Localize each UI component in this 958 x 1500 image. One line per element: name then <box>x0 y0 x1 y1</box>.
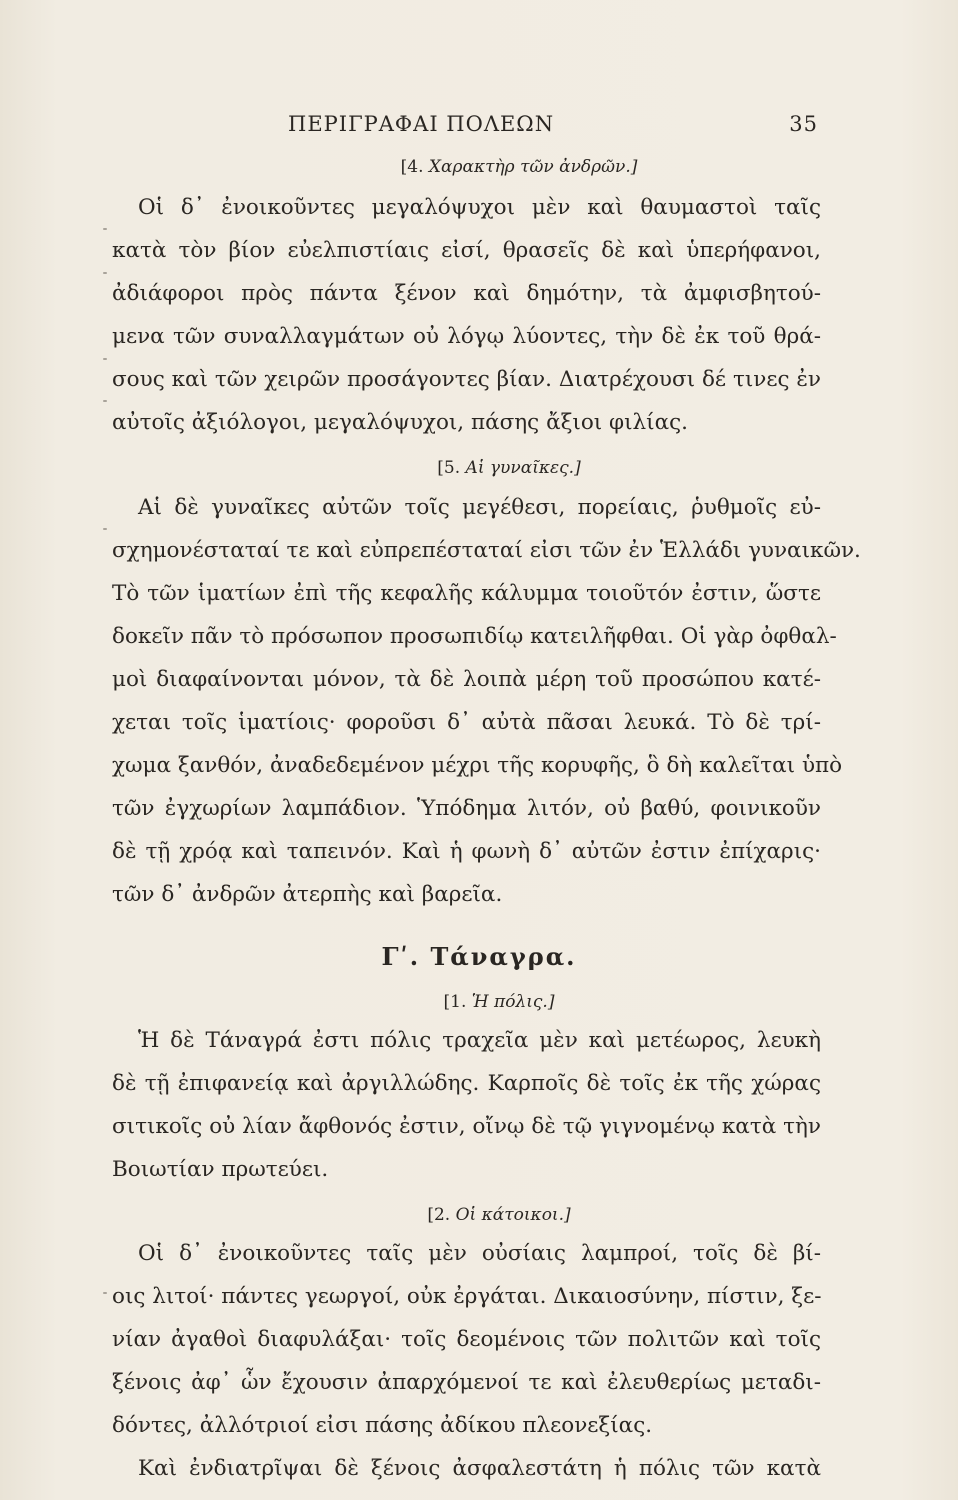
section-title: Γʹ. Τάναγρα. <box>381 942 577 971</box>
gutter-speck <box>103 358 107 360</box>
text-line: σιτικοῖς οὐ λίαν ἄφθονός ἐστιν, οἴνῳ δὲ τῷ γιγνομένῳ κατὰ τὴν <box>112 1114 821 1139</box>
page-number: 35 <box>789 112 818 136</box>
text-line: Αἱ δὲ γυναῖκες αὐτῶν τοῖς μεγέθεσι, πορείαις, ῥυθμοῖς εὐ- <box>138 495 821 520</box>
text-line: Οἱ δ᾽ ἐνοικοῦντες ταῖς μὲν οὐσίαις λαμπροί, τοῖς δὲ βί- <box>138 1241 821 1266</box>
text-line: κατὰ τὸν βίον εὐελπιστίαις εἰσί, θρασεῖς δὲ καὶ ὑπερήφανοι, <box>112 238 821 263</box>
text-line: δὲ τῇ ἐπιφανείᾳ καὶ ἀργιλλώδης. Καρποῖς δὲ τοῖς ἐκ τῆς χώρας <box>112 1071 821 1096</box>
text-line: οις λιτοί· πάντες γεωργοί, οὐκ ἐργάται. Δικαιοσύνην, πίστιν, ξε- <box>112 1284 822 1309</box>
subhead-text: Ἡ πόλις.] <box>471 992 555 1012</box>
gutter-speck <box>103 528 107 530</box>
gutter-speck <box>103 400 107 402</box>
text-line: μοὶ διαφαίνονται μόνον, τὰ δὲ λοιπὰ μέρη τοῦ προσώπου κατέ- <box>112 667 821 692</box>
text-line: χωμα ξανθόν, ἀναδεδεμένον μέχρι τῆς κορυφῆς, ὃ δὴ καλεῖται ὑπὸ <box>112 753 843 778</box>
gutter-speck <box>103 228 107 230</box>
text-line: μενα τῶν συναλλαγμάτων οὐ λόγῳ λύοντες, τὴν δὲ ἐκ τοῦ θρά- <box>112 324 821 349</box>
running-title: ΠΕΡΙΓΡΑΦΑΙ ΠΟΛΕΩΝ <box>288 112 555 136</box>
text-line: σχημονέσταταί τε καὶ εὐπρεπέσταταί εἰσι τῶν ἐν Ἑλλάδι γυναικῶν. <box>112 538 861 563</box>
subhead-text: Αἱ γυναῖκες.] <box>465 458 581 478</box>
subhead-number: [1. <box>443 992 467 1012</box>
text-line: Βοιωτίαν πρωτεύει. <box>112 1157 329 1182</box>
text-line: Καὶ ἐνδιατρῖψαι δὲ ξένοις ἀσφαλεστάτη ἡ πόλις τῶν κατὰ <box>138 1456 821 1481</box>
subhead-the-city <box>0 992 958 1012</box>
text-line: αὐτοῖς ἀξιόλογοι, μεγαλόψυχοι, πάσης ἄξιοι φιλίας. <box>112 410 688 435</box>
text-line: τῶν δ᾽ ἀνδρῶν ἀτερπὴς καὶ βαρεῖα. <box>112 882 503 907</box>
text-line: Οἱ δ᾽ ἐνοικοῦντες μεγαλόψυχοι μὲν καὶ θαυμαστοὶ ταῖς <box>138 195 821 220</box>
text-line: χεται τοῖς ἱματίοις· φοροῦσι δ᾽ αὐτὰ πᾶσαι λευκά. Τὸ δὲ τρί- <box>112 710 821 735</box>
gutter-speck <box>103 272 107 274</box>
text-line: ἀδιάφοροι πρὸς πάντα ξένον καὶ δημότην, τὰ ἀμφισβητού- <box>112 281 821 306</box>
text-line: ξένοις ἀφ᾽ ὧν ἔχουσιν ἀπαρχόμενοί τε καὶ ἐλευθερίως μεταδι- <box>112 1370 821 1395</box>
gutter-speck <box>103 1292 107 1294</box>
subhead-character-of-men <box>0 157 958 177</box>
text-line: τῶν ἐγχωρίων λαμπάδιον. Ὑπόδημα λιτόν, οὐ βαθύ, φοινικοῦν <box>112 796 821 821</box>
text-line: δόντες, ἀλλότριοί εἰσι πάσης ἀδίκου πλεονεξίας. <box>112 1413 653 1438</box>
text-line: δὲ τῇ χρόᾳ καὶ ταπεινόν. Καὶ ἡ φωνὴ δ᾽ αὐτῶν ἐστιν ἐπίχαρις· <box>112 839 821 864</box>
subhead-number: [5. <box>437 458 461 478</box>
subhead-text: Οἱ κάτοικοι.] <box>455 1205 571 1225</box>
text-line: δοκεῖν πᾶν τὸ πρόσωπον προσωπιδίῳ κατειλῆφθαι. Οἱ γὰρ ὀφθαλ- <box>112 624 837 649</box>
running-head <box>0 112 958 142</box>
subhead-inhabitants <box>0 1205 958 1225</box>
subhead-women <box>0 458 958 478</box>
text-line: σους καὶ τῶν χειρῶν προσάγοντες βίαν. Διατρέχουσι δέ τινες ἐν <box>112 367 821 392</box>
subhead-text: Χαρακτὴρ τῶν ἀνδρῶν.] <box>428 157 638 177</box>
subhead-number: [4. <box>400 157 424 177</box>
text-line: νίαν ἀγαθοὶ διαφυλάξαι· τοῖς δεομένοις τῶν πολιτῶν καὶ τοῖς <box>112 1327 821 1352</box>
text-line: Ἡ δὲ Τάναγρά ἐστι πόλις τραχεῖα μὲν καὶ μετέωρος, λευκὴ <box>138 1028 821 1053</box>
text-line: Τὸ τῶν ἱματίων ἐπὶ τῆς κεφαλῆς κάλυμμα τοιοῦτόν ἐστιν, ὥστε <box>112 581 821 606</box>
subhead-number: [2. <box>427 1205 451 1225</box>
